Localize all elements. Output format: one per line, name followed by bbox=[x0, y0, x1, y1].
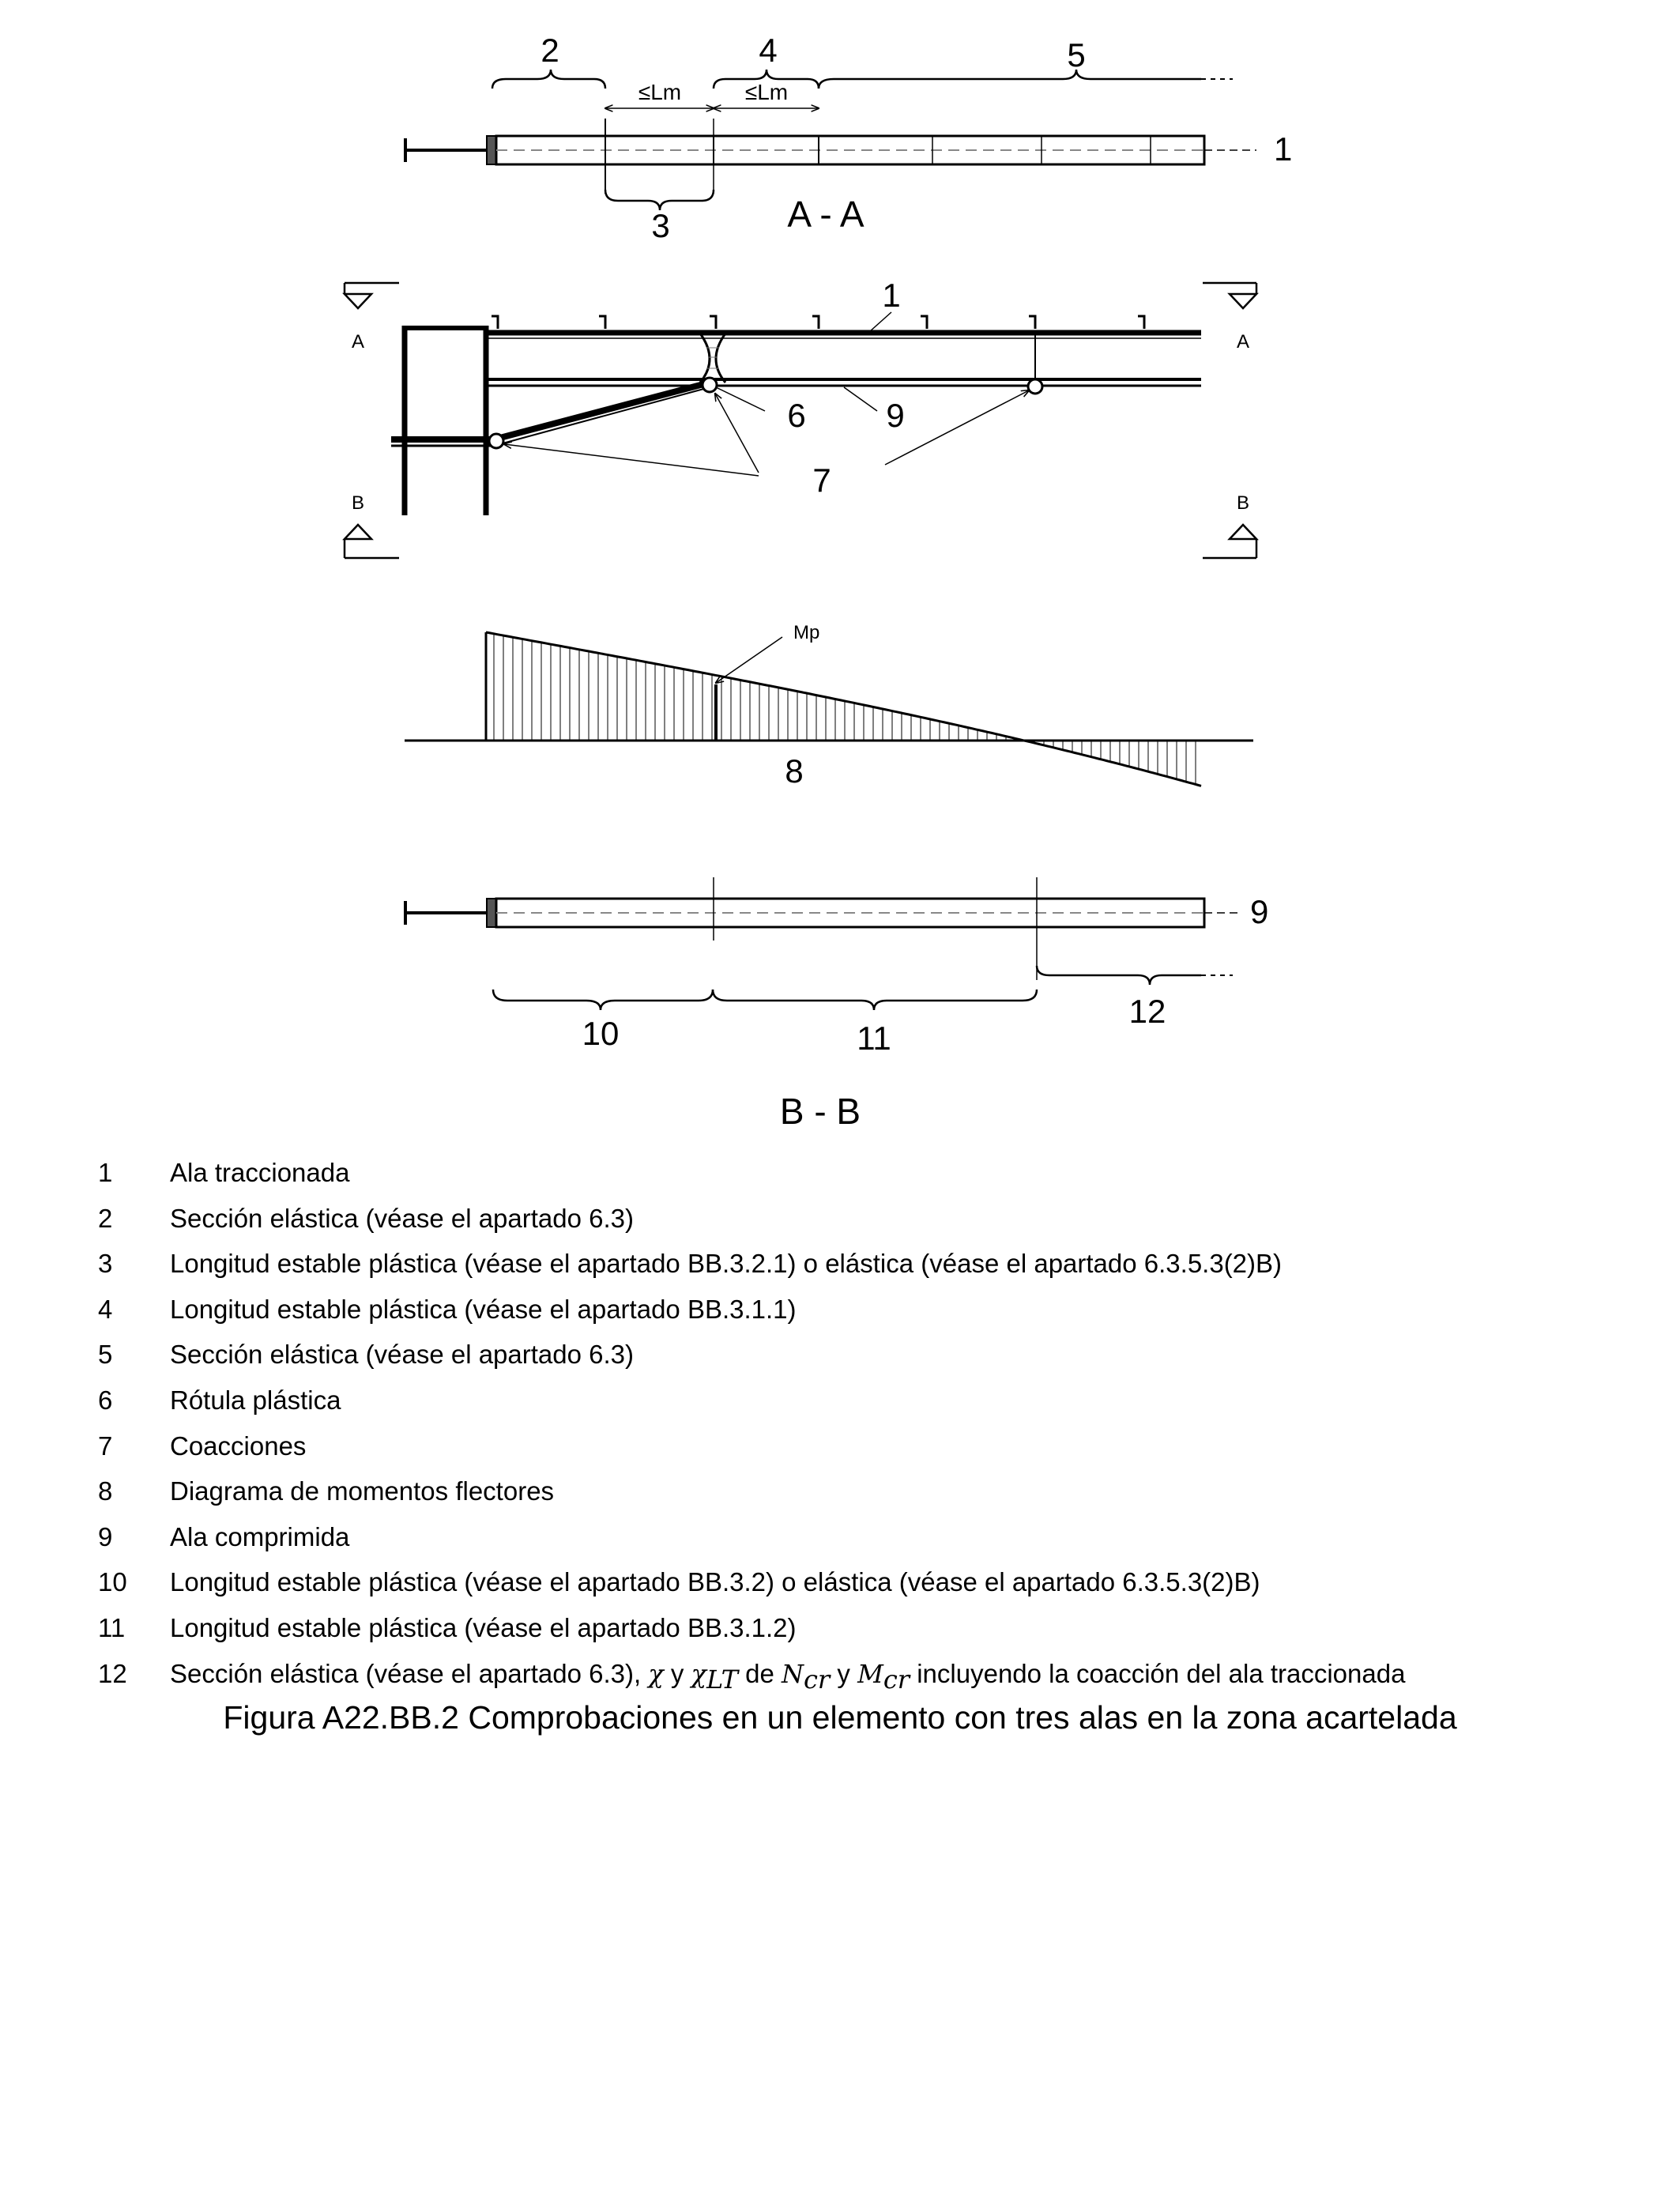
legend-text bbox=[170, 1651, 1405, 1706]
brace-11 bbox=[713, 990, 1037, 1010]
legend-number: 12 bbox=[98, 1658, 127, 1688]
legend-item bbox=[98, 1196, 1599, 1242]
mcr-subscript: cr bbox=[883, 1664, 910, 1695]
legend-item bbox=[98, 1559, 1599, 1605]
legend-item bbox=[98, 1423, 1599, 1469]
section-label-b-b: B - B bbox=[779, 1091, 861, 1132]
legend-text: Longitud estable plástica (véase el apartado BB.3.1.1) bbox=[170, 1294, 797, 1324]
legend-text: Sección elástica (véase el apartado 6.3) bbox=[170, 1203, 635, 1233]
mp-label: Mp bbox=[793, 622, 820, 643]
ncr-symbol: N bbox=[782, 1658, 804, 1689]
lm-label-a: ≤Lm bbox=[638, 80, 682, 104]
legend-number: 3 bbox=[98, 1249, 113, 1279]
label-7: 7 bbox=[812, 462, 831, 499]
label-10: 10 bbox=[582, 1015, 620, 1052]
label-1-mid: 1 bbox=[882, 277, 901, 314]
legend-text-part: Sección elástica (véase el apartado 6.3), bbox=[170, 1658, 649, 1688]
label-11: 11 bbox=[857, 1020, 891, 1057]
label-4: 4 bbox=[759, 32, 778, 69]
section-label-a-a: A - A bbox=[787, 194, 864, 235]
figure-caption: Figura A22.BB.2 Comprobaciones en un elemento con tres alas en la zona acartelada bbox=[223, 1699, 1457, 1736]
moment-hatch bbox=[494, 634, 1196, 785]
legend-item bbox=[98, 1332, 1599, 1378]
legend-number: 5 bbox=[98, 1340, 113, 1370]
section-mark-a-right: A bbox=[1236, 331, 1250, 352]
legend-number: 4 bbox=[98, 1294, 113, 1324]
moment-curve bbox=[486, 632, 1201, 786]
legend-item bbox=[98, 1378, 1599, 1423]
legend-text-part: y bbox=[830, 1658, 858, 1688]
legend-number: 11 bbox=[98, 1612, 126, 1642]
chi-lt-symbol: χ bbox=[691, 1658, 706, 1689]
label-5: 5 bbox=[1067, 36, 1086, 74]
section-mark-b-left: B bbox=[351, 492, 365, 514]
legend-number: 7 bbox=[98, 1431, 113, 1461]
label-3: 3 bbox=[651, 207, 670, 244]
section-mark-a-left: A bbox=[351, 331, 365, 352]
legend-text-part: y bbox=[663, 1658, 691, 1688]
legend-text: Longitud estable plástica (véase el apartado BB.3.1.2) bbox=[170, 1612, 797, 1642]
legend-number: 9 bbox=[98, 1521, 113, 1551]
legend-text: Ala traccionada bbox=[170, 1158, 350, 1187]
legend bbox=[98, 1150, 1599, 1696]
brace-12 bbox=[1037, 966, 1201, 985]
chi-symbol: χ bbox=[648, 1658, 664, 1689]
legend-item bbox=[98, 1514, 1599, 1560]
legend-number: 1 bbox=[98, 1158, 113, 1187]
brace-5 bbox=[819, 70, 1201, 89]
legend-number: 6 bbox=[98, 1385, 113, 1415]
label-9-bottom: 9 bbox=[1250, 893, 1269, 930]
lm-label-b: ≤Lm bbox=[744, 80, 789, 104]
legend-text: Diagrama de momentos flectores bbox=[170, 1476, 555, 1506]
legend-number: 2 bbox=[98, 1203, 113, 1233]
legend-item bbox=[98, 1605, 1599, 1651]
label-12: 12 bbox=[1128, 993, 1166, 1030]
legend-text: Ala comprimida bbox=[170, 1521, 350, 1551]
legend-text-part: de bbox=[737, 1658, 782, 1688]
legend-item bbox=[98, 1287, 1599, 1333]
legend-text: Rótula plástica bbox=[170, 1385, 341, 1415]
elevation-view bbox=[345, 277, 1256, 558]
brace-2 bbox=[492, 70, 605, 89]
legend-text: Sección elástica (véase el apartado 6.3) bbox=[170, 1340, 635, 1370]
legend-text: Longitud estable plástica (véase el apartado BB.3.2) o elástica (véase el apartado 6.3.5.3(2)B) bbox=[170, 1567, 1260, 1597]
chi-lt-subscript: LT bbox=[706, 1664, 738, 1695]
label-8: 8 bbox=[785, 752, 804, 790]
legend-item bbox=[98, 1150, 1599, 1196]
legend-number: 8 bbox=[98, 1476, 113, 1506]
legend-text-part: incluyendo la coacción del ala traccionada bbox=[910, 1658, 1406, 1688]
plan-view-b-b bbox=[405, 877, 1268, 1132]
legend-item bbox=[98, 1468, 1599, 1514]
legend-text: Longitud estable plástica (véase el apartado BB.3.2.1) o elástica (véase el apartado 6.3.5.3(2)B) bbox=[170, 1249, 1283, 1279]
mcr-symbol: M bbox=[857, 1658, 883, 1689]
label-1-top: 1 bbox=[1274, 130, 1293, 168]
label-6: 6 bbox=[787, 397, 806, 434]
legend-item bbox=[98, 1241, 1599, 1287]
legend-text: Coacciones bbox=[170, 1431, 307, 1461]
label-2: 2 bbox=[541, 32, 559, 69]
ncr-subscript: cr bbox=[804, 1664, 831, 1695]
bending-moment-diagram bbox=[405, 622, 1253, 790]
legend-number: 10 bbox=[98, 1567, 127, 1597]
label-9-mid: 9 bbox=[886, 397, 905, 434]
plan-view-a-a bbox=[405, 32, 1292, 244]
brace-10 bbox=[493, 990, 713, 1010]
legend-item bbox=[98, 1651, 1599, 1697]
section-mark-b-right: B bbox=[1236, 492, 1250, 514]
